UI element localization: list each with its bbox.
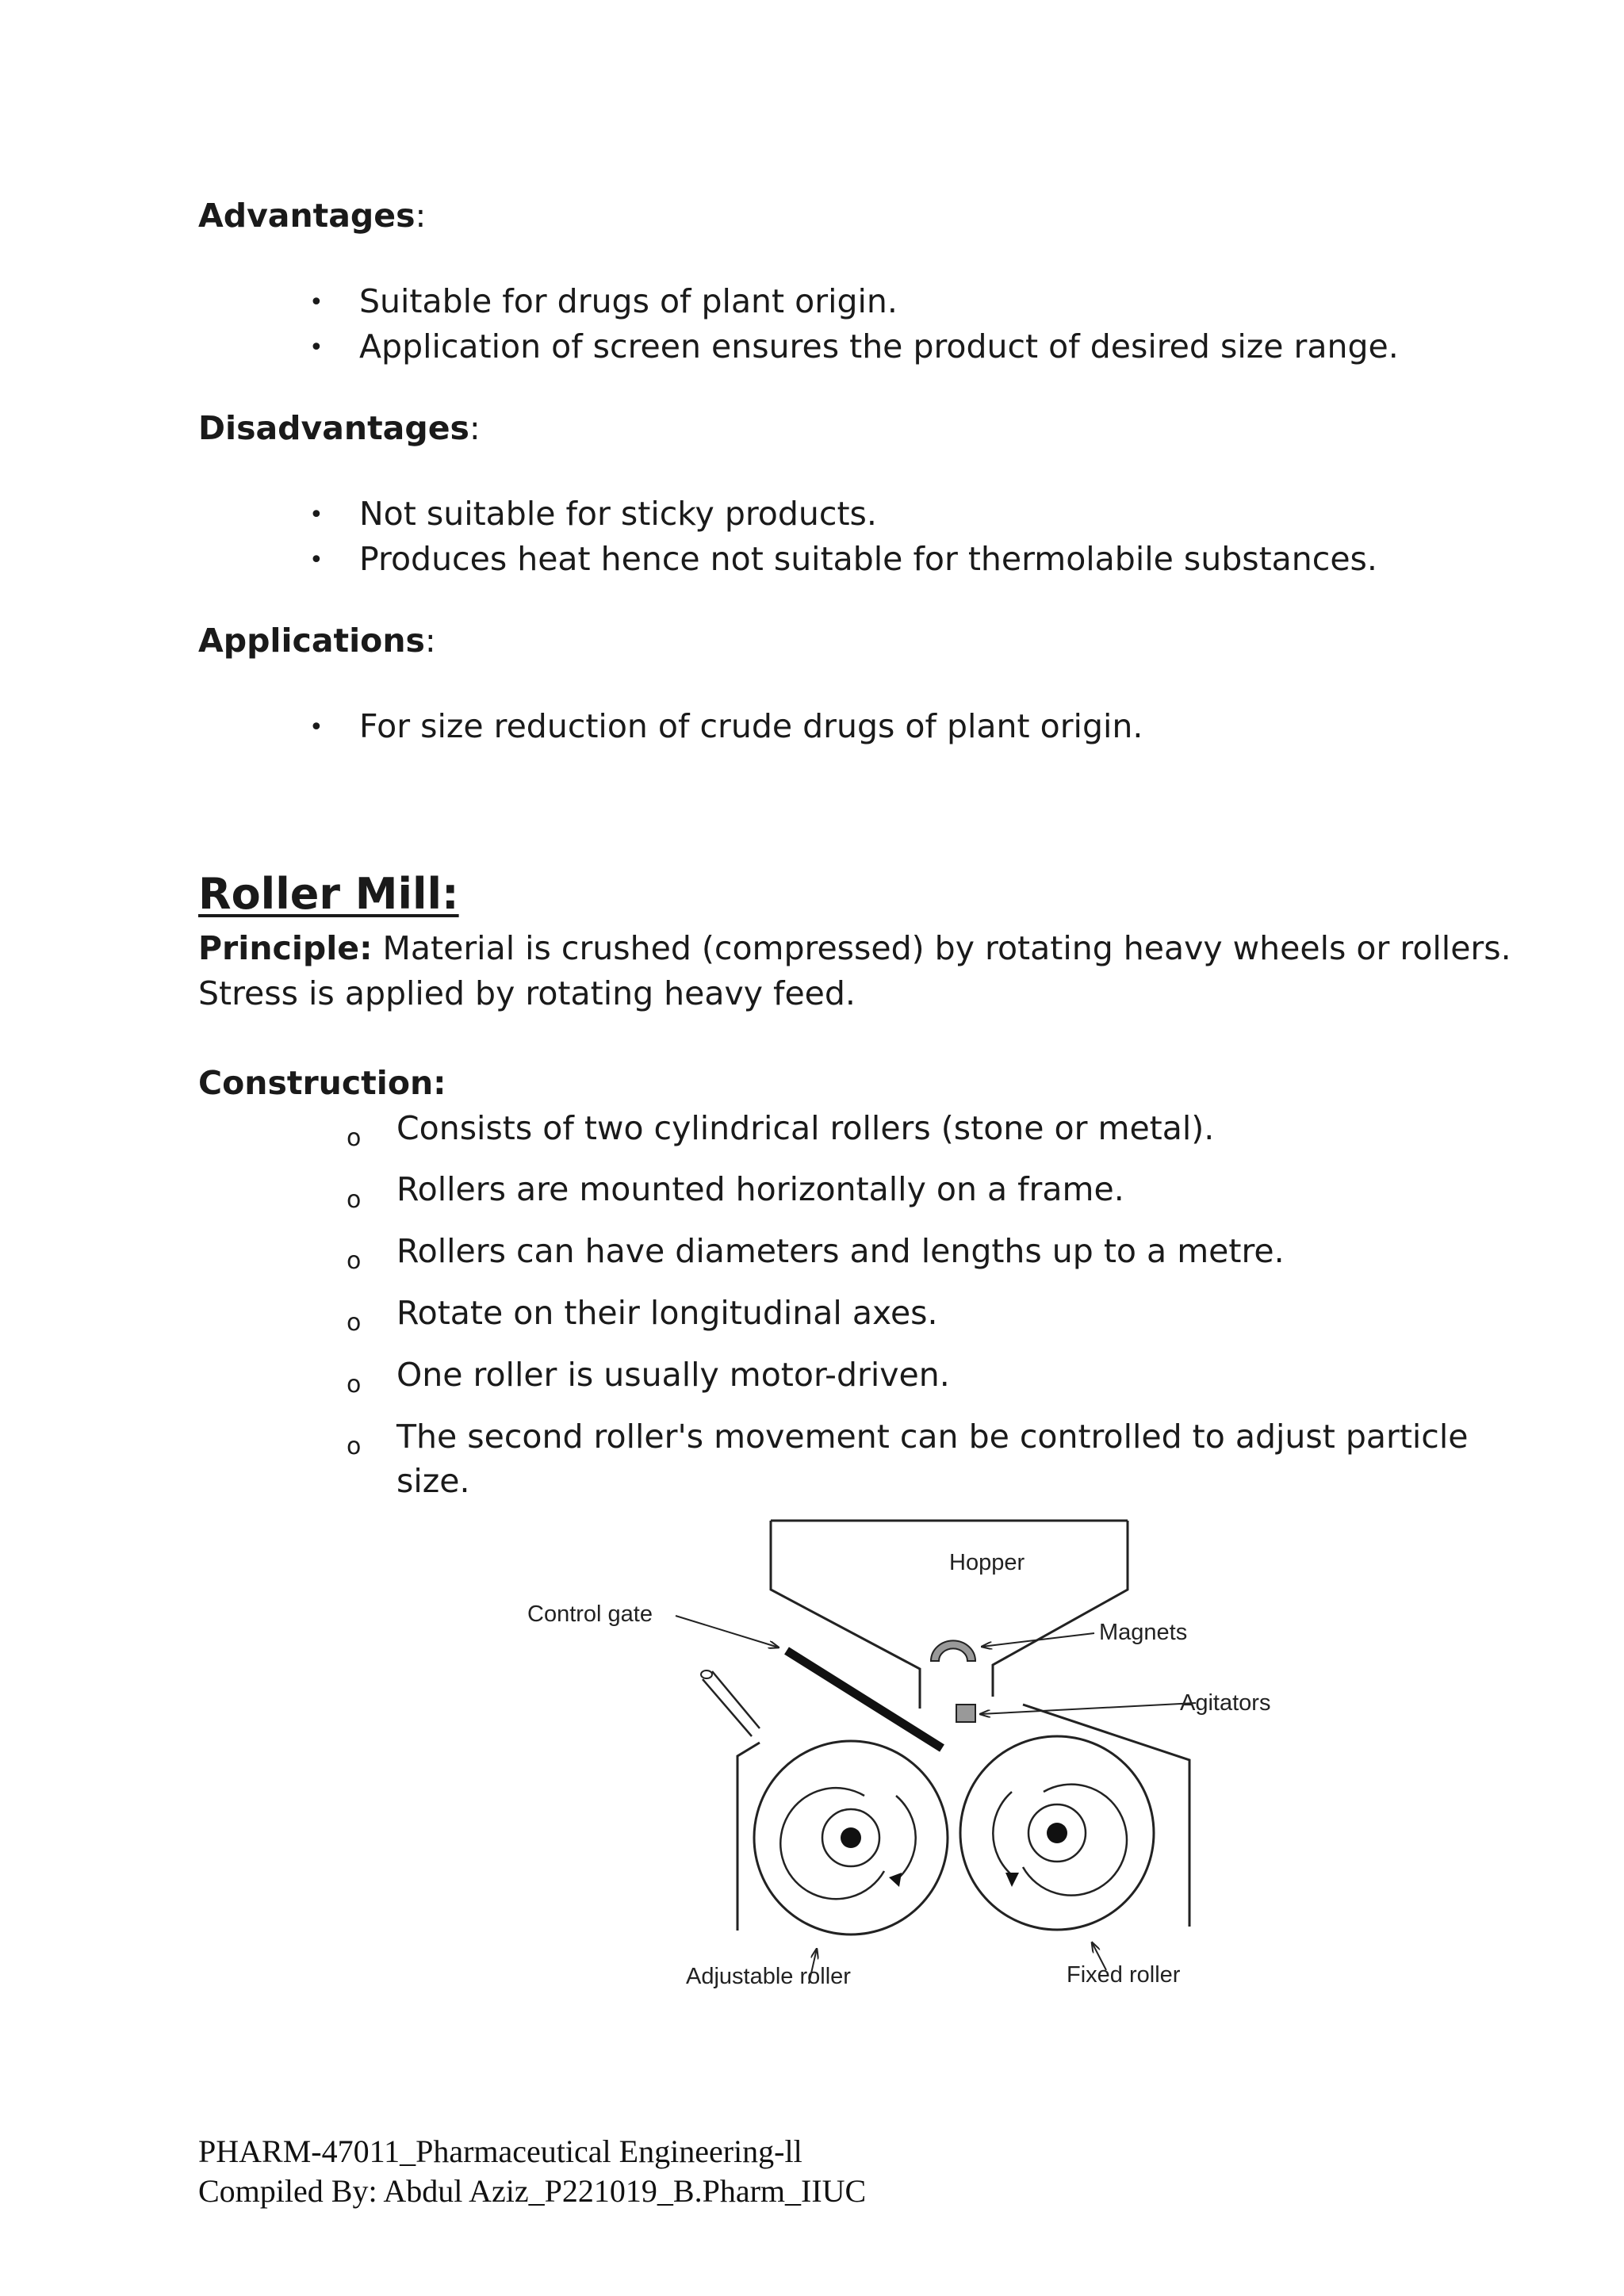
advantages-heading-line: [198, 197, 426, 235]
advantages-bullet-2: •: [309, 334, 324, 362]
control-gate-label: Control gate: [527, 1601, 653, 1627]
agitators-pointer: [980, 1703, 1196, 1714]
construction-item-4: Rotate on their longitudinal axes.: [396, 1294, 938, 1332]
agitators-label: Agitators: [1180, 1690, 1271, 1716]
principle-text-1: Material is crushed (compressed) by rotating heavy wheels or rollers.: [372, 929, 1511, 967]
applications-heading: Applications: [198, 622, 425, 660]
roller-mill-title: Roller Mill:: [198, 869, 459, 919]
magnets-pointer: [982, 1633, 1094, 1647]
adjustable-roller-label: Adjustable roller: [686, 1964, 851, 1989]
construction-item-6: The second roller's movement can be controlled to adjust particle: [396, 1418, 1469, 1456]
footer-course: PHARM-47011_Pharmaceutical Engineering-ll: [198, 2133, 802, 2169]
disadvantages-heading-line: [198, 409, 481, 447]
applications-heading-line: [198, 622, 436, 660]
advantages-item-1: Suitable for drugs of plant origin.: [359, 282, 898, 320]
agitators-icon: [956, 1705, 975, 1722]
footer-compiled-by: Compiled By: Abdul Aziz_P221019_B.Pharm_IIUC: [198, 2173, 867, 2209]
construction-bullet-1: o: [347, 1124, 362, 1152]
disadvantages-item-1: Not suitable for sticky products.: [359, 495, 877, 533]
hopper-left-wall: [771, 1521, 920, 1709]
applications-colon: :: [424, 622, 436, 660]
adjustable-roller-axle: [841, 1827, 861, 1848]
disadvantages-bullet-2: •: [309, 546, 324, 574]
advantages-colon: :: [415, 197, 427, 235]
magnets-label: Magnets: [1099, 1620, 1188, 1645]
principle-label: Principle:: [198, 929, 373, 967]
construction-item-1: Consists of two cylindrical rollers (stone or metal).: [396, 1109, 1215, 1147]
feed-lever-upper: [703, 1679, 752, 1736]
construction-item-6-continuation: size.: [396, 1462, 470, 1500]
construction-label: Construction:: [198, 1064, 446, 1102]
disadvantages-bullet-1: •: [309, 501, 324, 529]
hopper-label: Hopper: [949, 1550, 1025, 1575]
construction-bullet-5: o: [347, 1371, 362, 1399]
magnets-icon: [931, 1640, 975, 1661]
construction-bullet-6: o: [347, 1433, 362, 1460]
construction-bullet-4: o: [347, 1309, 362, 1337]
principle-line-1: [198, 929, 1511, 967]
hopper-right-wall: [993, 1521, 1128, 1697]
applications-item-1: For size reduction of crude drugs of plant origin.: [359, 707, 1143, 745]
construction-item-2: Rollers are mounted horizontally on a frame.: [396, 1170, 1124, 1208]
fixed-roller-label: Fixed roller: [1067, 1962, 1181, 1988]
advantages-heading: Advantages: [198, 197, 416, 235]
principle-text-2: Stress is applied by rotating heavy feed.: [198, 974, 856, 1012]
disadvantages-colon: :: [469, 409, 481, 447]
control-gate-pointer: [676, 1616, 779, 1647]
disadvantages-heading: Disadvantages: [198, 409, 469, 447]
construction-bullet-3: o: [347, 1247, 362, 1275]
fixed-roller-axle: [1047, 1823, 1067, 1843]
construction-item-3: Rollers can have diameters and lengths up to a metre.: [396, 1232, 1285, 1270]
advantages-item-2: Application of screen ensures the product of desired size range.: [359, 327, 1399, 365]
disadvantages-item-2: Produces heat hence not suitable for thermolabile substances.: [359, 540, 1377, 578]
feed-lever-knob: [701, 1670, 712, 1678]
roller-mill-diagram: [476, 1506, 1348, 2022]
advantages-bullet-1: •: [309, 289, 324, 316]
construction-bullet-2: o: [347, 1186, 362, 1214]
construction-item-5: One roller is usually motor-driven.: [396, 1356, 950, 1394]
applications-bullet-1: •: [309, 714, 324, 741]
